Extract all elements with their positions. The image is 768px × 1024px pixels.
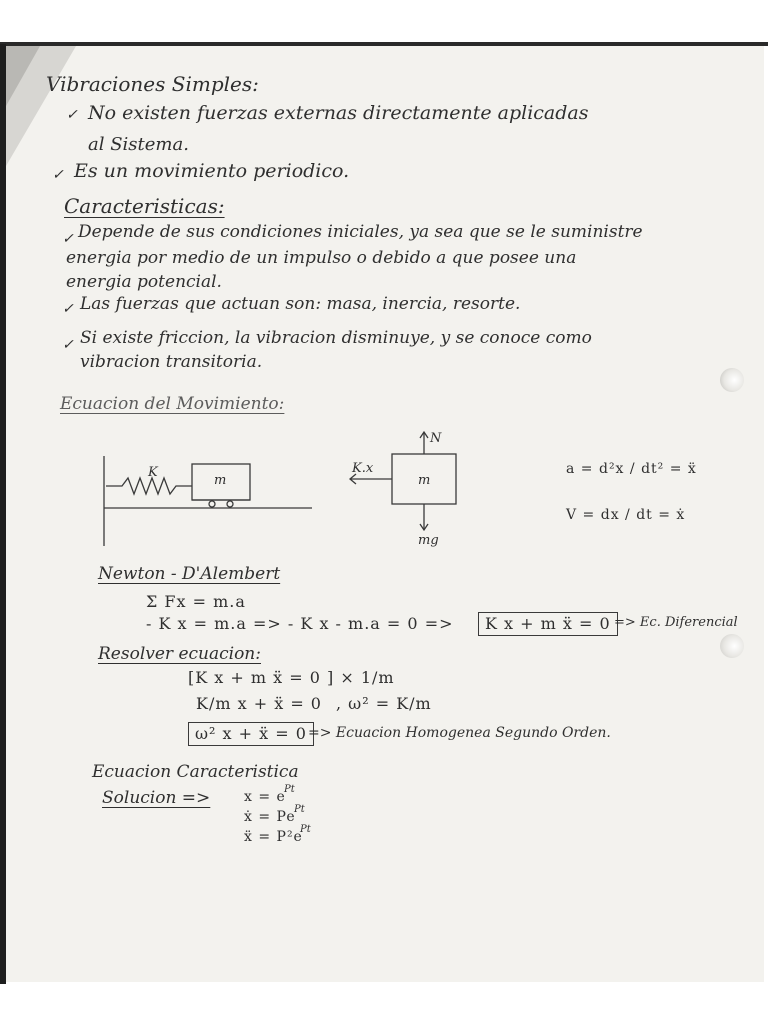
spring-label: K	[148, 465, 158, 480]
newton-eq-2-boxed: K x + m ẍ = 0	[478, 612, 618, 636]
intro-line-1: No existen fuerzas externas directamente aplicadas	[88, 102, 589, 124]
solution-x: x = e	[244, 789, 286, 805]
velocity-equation: V = dx / dt = ẋ	[566, 507, 686, 523]
intro-line-2: al Sistema.	[88, 134, 189, 155]
mass-wheel	[209, 501, 215, 507]
solve-eq-2: K/m x + ẍ = 0	[196, 694, 322, 713]
char-bullet-3-line-1: Si existe friccion, la vibracion disminuye, y se conoce como	[80, 328, 592, 348]
solve-eq-1: [K x + m ẍ = 0 ] × 1/m	[188, 668, 395, 687]
char-bullet-2: Las fuerzas que actuan son: masa, inercia, resorte.	[80, 294, 521, 314]
solution-x-dot: ẋ = Pe	[244, 809, 296, 825]
check-mark: ✓	[62, 231, 74, 247]
motion-heading: Ecuacion del Movimiento:	[60, 394, 285, 414]
spring-coil	[106, 478, 192, 494]
newton-heading: Newton - D'Alembert	[98, 564, 281, 584]
newton-eq-1: Σ Fx = m.a	[146, 592, 246, 611]
fbd-mass-label: m	[418, 473, 431, 488]
fbd-spring-force-label: K.x	[352, 461, 374, 476]
solve-eq-2-note: , ω² = K/m	[336, 694, 432, 713]
solve-heading: Resolver ecuacion:	[98, 644, 261, 664]
binder-hole	[720, 634, 744, 658]
exponent-pt: Pt	[284, 784, 295, 795]
char-bullet-1-line-2: energia por medio de un impulso o debido a que posee una	[66, 248, 577, 268]
exponent-pt: Pt	[300, 824, 311, 835]
check-mark: ✓	[62, 301, 74, 317]
intro-line-3: Es un movimiento periodico.	[74, 160, 350, 182]
char-bullet-1-line-3: energia potencial.	[66, 272, 222, 292]
mass-label: m	[214, 473, 227, 488]
fbd-weight-label: mg	[418, 533, 439, 548]
scan-top-margin	[0, 0, 768, 44]
newton-eq-2-note: => Ec. Diferencial	[614, 615, 738, 630]
newton-eq-2: - K x = m.a => - K x - m.a = 0 =>	[146, 614, 454, 633]
check-mark: ✓	[52, 167, 64, 183]
solve-eq-3-note: => Ecuacion Homogenea Segundo Orden.	[308, 725, 611, 741]
scan-bottom-margin	[0, 984, 768, 1024]
check-mark: ✓	[66, 107, 78, 123]
char-bullet-1-line-1: Depende de sus condiciones iniciales, ya sea que se le suministre	[78, 222, 643, 242]
acceleration-equation: a = d²x / dt² = ẍ	[566, 461, 697, 477]
solution-x-ddot: ẍ = P²e	[244, 829, 303, 845]
solve-eq-3-boxed: ω² x + ẍ = 0	[188, 722, 314, 746]
page-title: Vibraciones Simples:	[46, 72, 259, 96]
fbd-normal-label: N	[430, 431, 442, 446]
notebook-page	[6, 46, 764, 982]
exponent-pt: Pt	[294, 804, 305, 815]
binder-hole	[720, 368, 744, 392]
check-mark: ✓	[62, 337, 74, 353]
char-bullet-3-line-2: vibracion transitoria.	[80, 352, 263, 372]
solution-label: Solucion =>	[102, 788, 211, 808]
characteristic-heading: Ecuacion Caracteristica	[92, 762, 299, 782]
characteristics-heading: Caracteristicas:	[64, 194, 225, 218]
mass-wheel	[227, 501, 233, 507]
